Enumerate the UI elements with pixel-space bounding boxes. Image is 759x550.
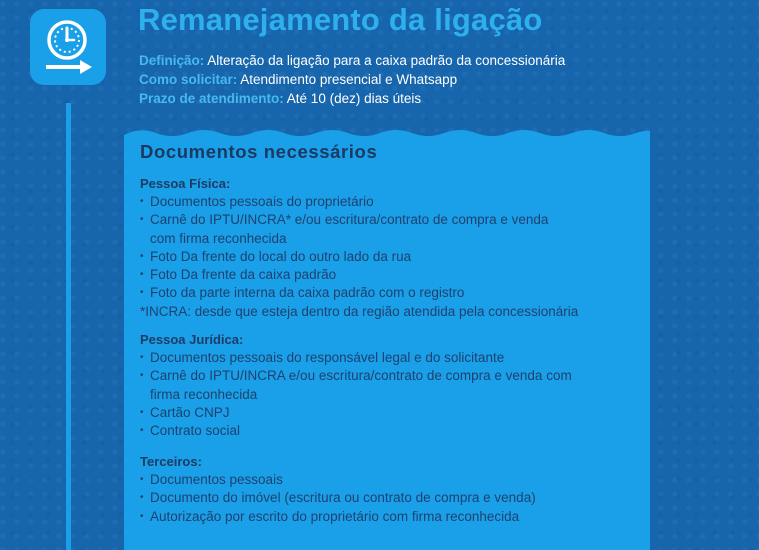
list-item: • Cartão CNPJ	[140, 404, 572, 422]
prazo-value: Até 10 (dez) dias úteis	[286, 91, 422, 106]
list-item: • Carnê do IPTU/INCRA* e/ou escritura/contrato de compra e venda	[140, 211, 578, 229]
section-terceiros	[140, 453, 536, 526]
page-title: Remanejamento da ligação	[138, 2, 543, 37]
list-item-continuation: firma reconhecida	[150, 386, 258, 402]
section-head: Pessoa Jurídica:	[140, 332, 244, 347]
definicao-value: Alteração da ligação para a caixa padrão da concessionária	[207, 53, 566, 68]
como-solicitar-label: Como solicitar:	[139, 72, 238, 87]
list-item: • Documento do imóvel (escritura ou contrato de compra e venda)	[140, 489, 536, 507]
incra-note: *INCRA: desde que esteja dentro da região atendida pela concessionária	[140, 303, 579, 319]
list-item: • Documentos pessoais do proprietário	[140, 193, 578, 211]
como-solicitar-value: Atendimento presencial e Whatsapp	[240, 72, 458, 87]
list-item: • Foto Da frente do local do outro lado da rua	[140, 248, 578, 266]
section-head: Pessoa Física:	[140, 176, 231, 191]
list-item-continuation: com firma reconhecida	[150, 230, 287, 246]
list-item: • Autorização por escrito do proprietário com firma reconhecida	[140, 508, 536, 526]
section-head: Terceiros:	[140, 454, 202, 469]
section-pessoa-fisica	[140, 175, 578, 321]
section-pessoa-juridica	[140, 331, 572, 440]
list-item: • Documentos pessoais	[140, 471, 536, 489]
list-item: • Carnê do IPTU/INCRA e/ou escritura/contrato de compra e venda com	[140, 367, 572, 385]
list-item: • Contrato social	[140, 422, 572, 440]
list-item: • Foto da parte interna da caixa padrão com o registro	[140, 284, 578, 302]
definicao-label: Definição:	[139, 53, 205, 68]
documents-title: Documentos necessários	[140, 141, 378, 162]
prazo-label: Prazo de atendimento:	[139, 91, 284, 106]
list-item: • Foto Da frente da caixa padrão	[140, 266, 578, 284]
list-item: • Documentos pessoais do responsável legal e do solicitante	[140, 349, 572, 367]
